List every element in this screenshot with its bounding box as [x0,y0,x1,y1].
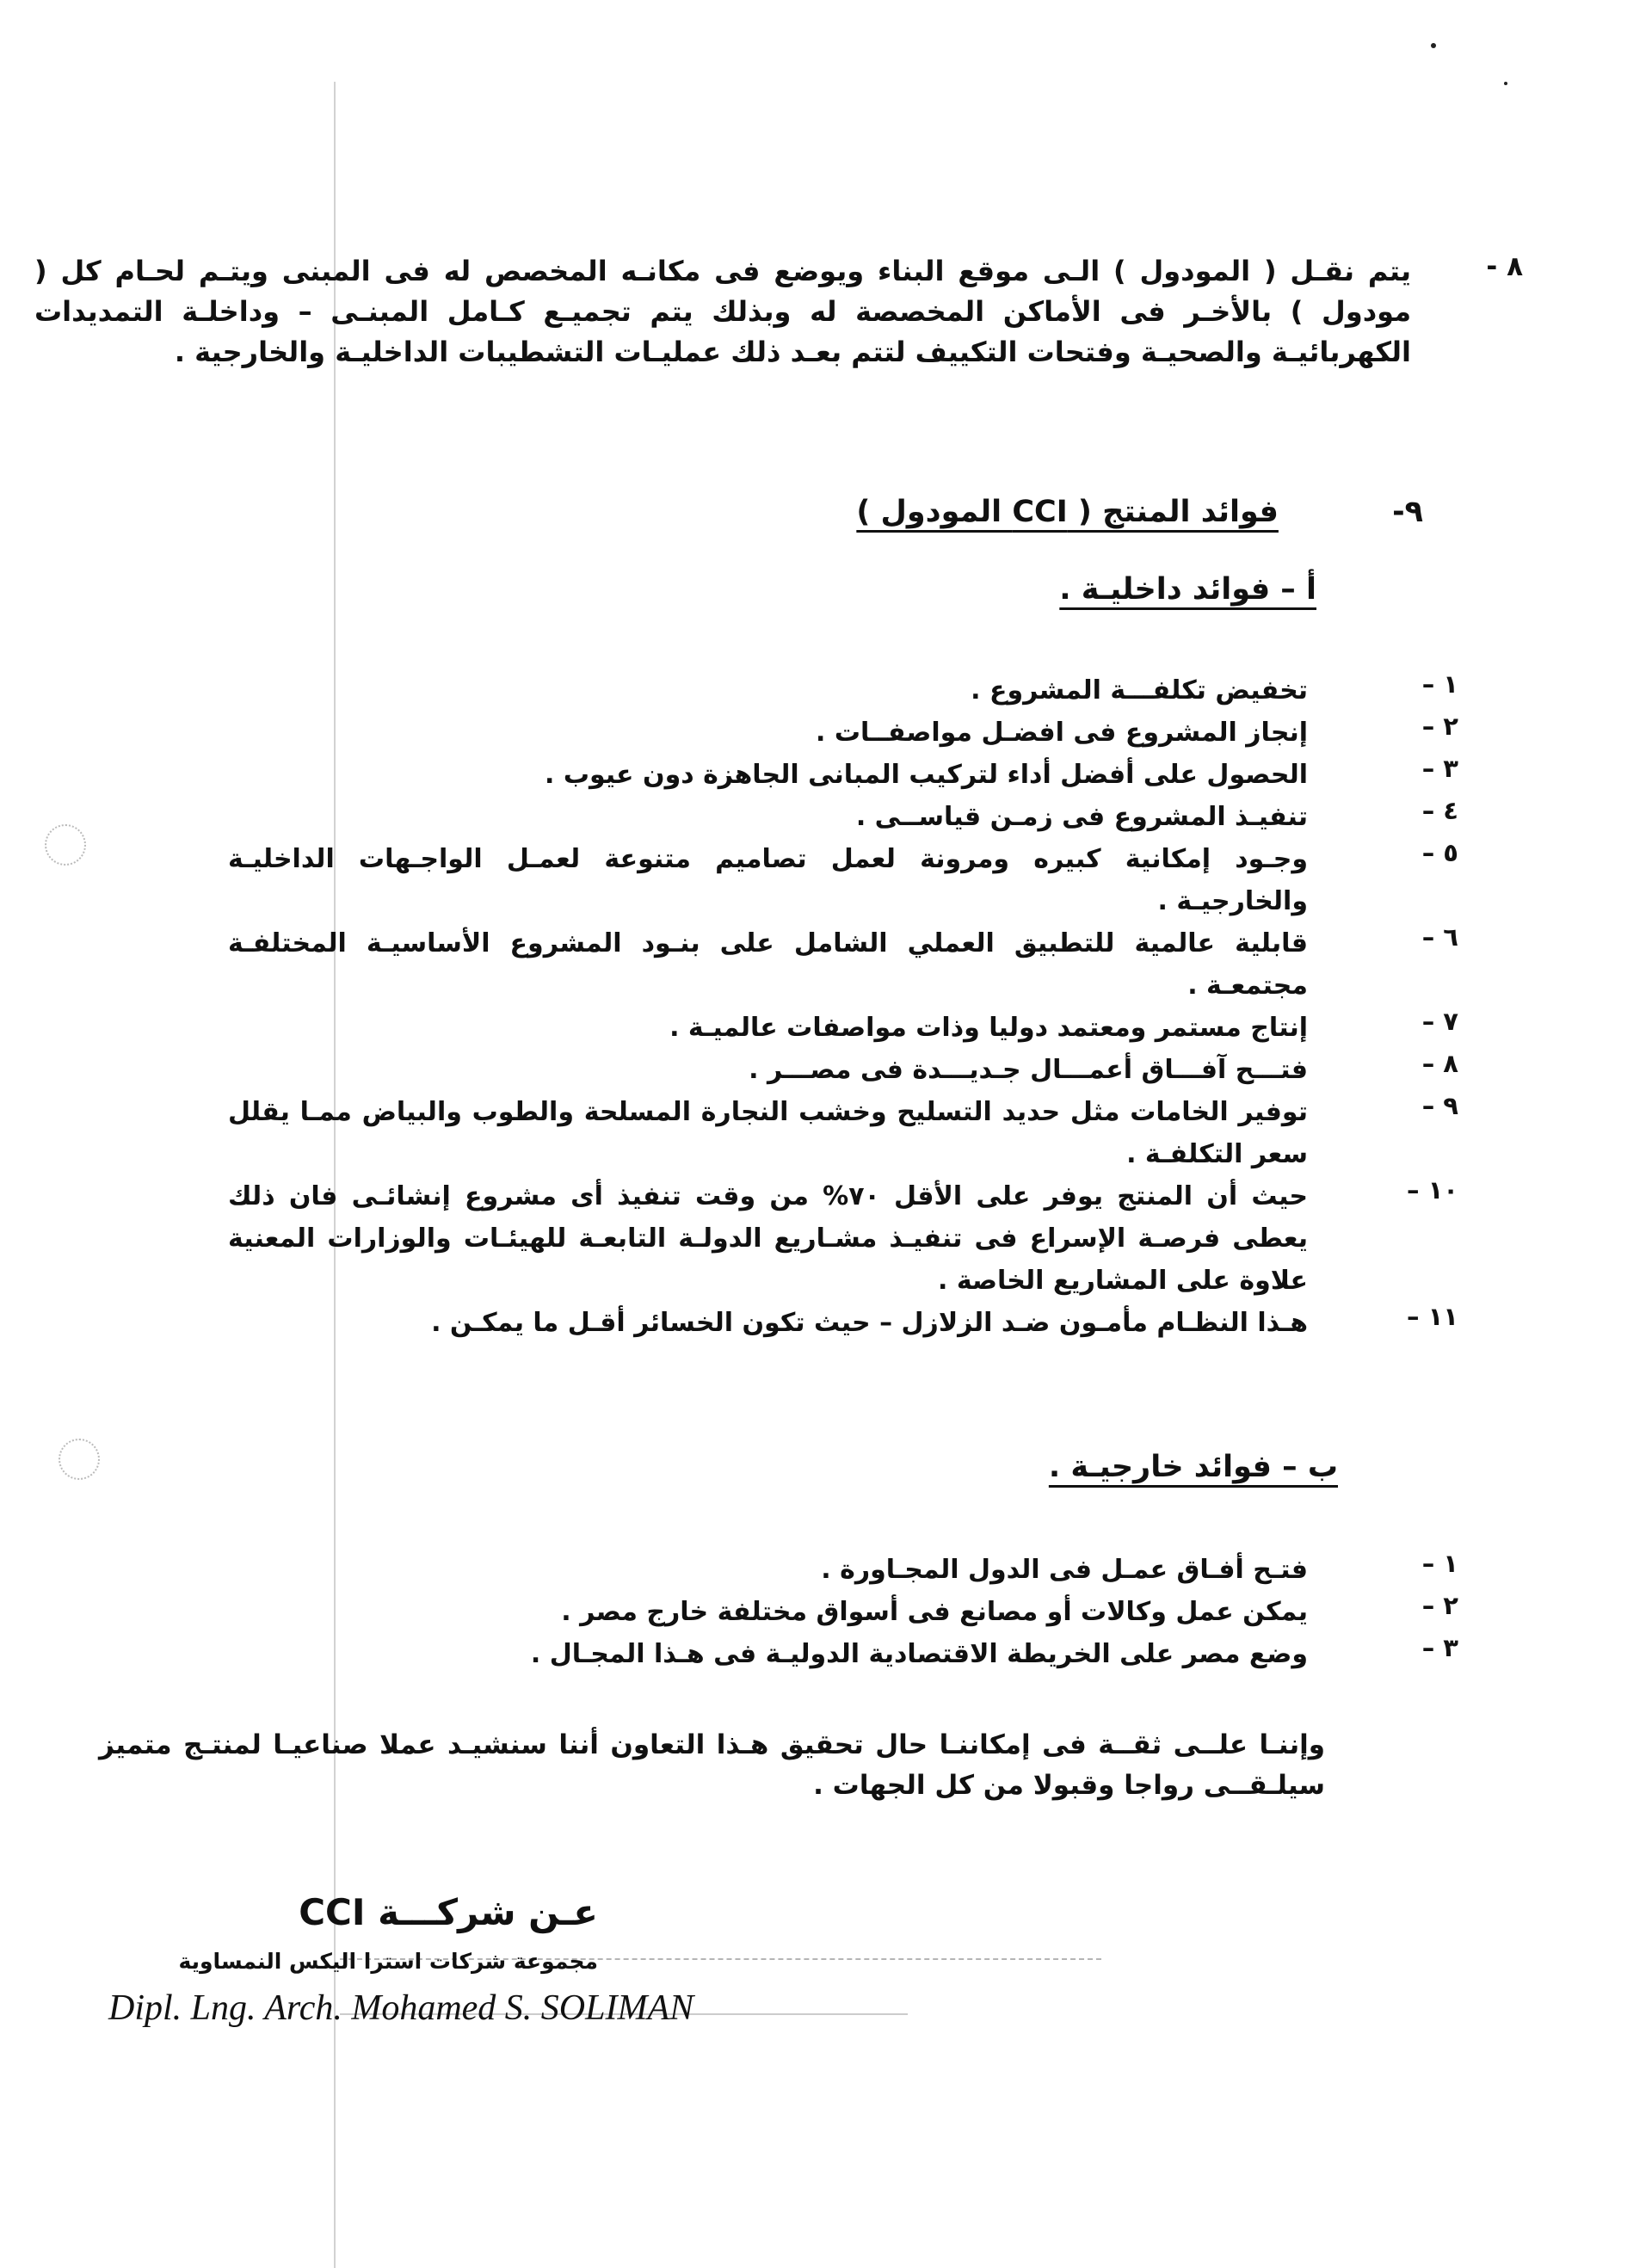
item-number: ٥ – [1421,838,1458,867]
signature-name: Dipl. Lng. Arch. Mohamed S. SOLIMAN [108,1988,694,2028]
item-number: ١١ – [1406,1302,1458,1331]
list-item [228,796,1458,838]
item-number: ٩ – [1421,1091,1458,1120]
list-item [228,922,1458,1007]
intro-text: يتم نقـل ( المودول ) الـى موقع البناء ويوضع فى مكانـه المخصص له فى المبنى ويتـم لحـام كل ( مودول ) بالأخـر فى الأماكن المخصصة له وبذلك يتم تجميـع كـامل المبنـى – وداخلـة التمديدات الكهربائيـة والصحيـة وفتحات التكييف لتتم بعـد ذلك عمليـات التشطيبات الداخليـة والخارجية . [34,255,1411,368]
item-text: إنتاج مستمر ومعتمد دوليا وذات مواصفات عالميـة . [669,1013,1308,1043]
section-heading [856,495,1423,529]
item-number: ١ – [1421,1549,1458,1578]
item-number: ٧ – [1421,1007,1458,1036]
signature-group: مجموعة شركات استرا اليكس النمساوية [178,1949,598,1974]
signature-company: عـن شركـــة CCI [299,1891,598,1933]
external-benefits-list [228,1549,1458,1675]
item-text: الحصول على أفضل أداء لتركيب المبانى الجاهزة دون عيوب . [545,760,1308,790]
item-number: ٢ – [1421,712,1458,741]
list-item [228,754,1458,796]
list-item [228,1049,1458,1091]
item-text: تخفيض تكلفـــة المشروع . [971,675,1308,706]
list-item [228,1549,1458,1591]
item-text: حيث أن المنتج يوفر على الأقل ٧٠% من وقت تنفيذ أى مشروع إنشائـى فان ذلك يعطى فرصـة الإسراع فى تنفيـذ مشـاريع الدولـة التابعـة للهيئـات والوزارات المعنية علاوة على المشاريع الخاصة . [228,1181,1309,1296]
item-number: ٤ – [1421,796,1458,825]
list-item [228,1007,1458,1049]
list-item [228,669,1458,712]
item-number: ٦ – [1421,922,1458,952]
item-text: تنفيـذ المشروع فى زمـن قياســى . [855,802,1308,832]
intro-paragraph [34,251,1523,373]
item-number: ٣ – [1421,1633,1458,1662]
list-item [228,1302,1458,1344]
item-text: وجـود إمكانية كبيره ومرونة لعمل تصاميم متنوعة لعمـل الواجـهات الداخليـة والخارجيـة . [228,844,1308,916]
item-text: هـذا النظـام مأمـون ضـد الزلازل – حيث تكون الخسائر أقـل ما يمكـن . [431,1308,1308,1338]
section-number: ٩- [1392,495,1423,529]
scan-speck [1504,82,1507,85]
list-item [228,1091,1458,1175]
scan-speck [1431,43,1436,48]
item-number: ٣ – [1421,754,1458,783]
item-text: فتـح أفـاق عمـل فى الدول المجـاورة . [821,1555,1308,1585]
item-number: ٢ – [1421,1591,1458,1620]
punch-hole-mark [59,1439,100,1480]
list-item [228,1633,1458,1675]
external-benefits-heading: ب – فوائد خارجيـة . [1048,1450,1338,1484]
closing-paragraph: وإننـا علــى ثقــة فى إمكاننـا حال تحقيق هـذا التعاون أننا سنشيـد عملا صناعيـا لمنتـج متميز سيلـقــى رواجا وقبولا من كل الجهات . [99,1729,1325,1801]
punch-hole-mark [45,824,86,866]
internal-benefits-heading: أ – فوائد داخليـة . [1059,572,1316,607]
item-text: توفير الخامات مثل حديد التسليح وخشب النجارة المسلحة والطوب والبياض ممـا يقلل سعر التكلفـة . [228,1097,1308,1169]
section-title: فوائد المنتج ( CCI المودول ) [856,495,1279,529]
list-item [228,1175,1458,1302]
item-text: قابلية عالمية للتطبيق العملي الشامل على بنـود المشروع الأساسيـة المختلفـة مجتمعـة . [228,928,1308,1001]
list-item [228,1591,1458,1633]
item-text: فتـــح آفـــاق أعمـــال جـديـــدة فى مصـــر . [749,1055,1308,1085]
item-number: ١٠ – [1406,1175,1458,1205]
intro-number: ٨ - [1486,251,1523,282]
item-text: وضع مصر على الخريطة الاقتصادية الدوليـة فى هـذا المجـال . [530,1639,1308,1669]
item-text: يمكن عمل وكالات أو مصانع فى أسواق مختلفة خارج مصر . [561,1597,1308,1627]
item-number: ٨ – [1421,1049,1458,1078]
internal-benefits-list [228,669,1458,1344]
item-number: ١ – [1421,669,1458,699]
list-item [228,712,1458,754]
list-item [228,838,1458,922]
item-text: إنجاز المشروع فى افضـل مواصفــات . [816,718,1308,748]
